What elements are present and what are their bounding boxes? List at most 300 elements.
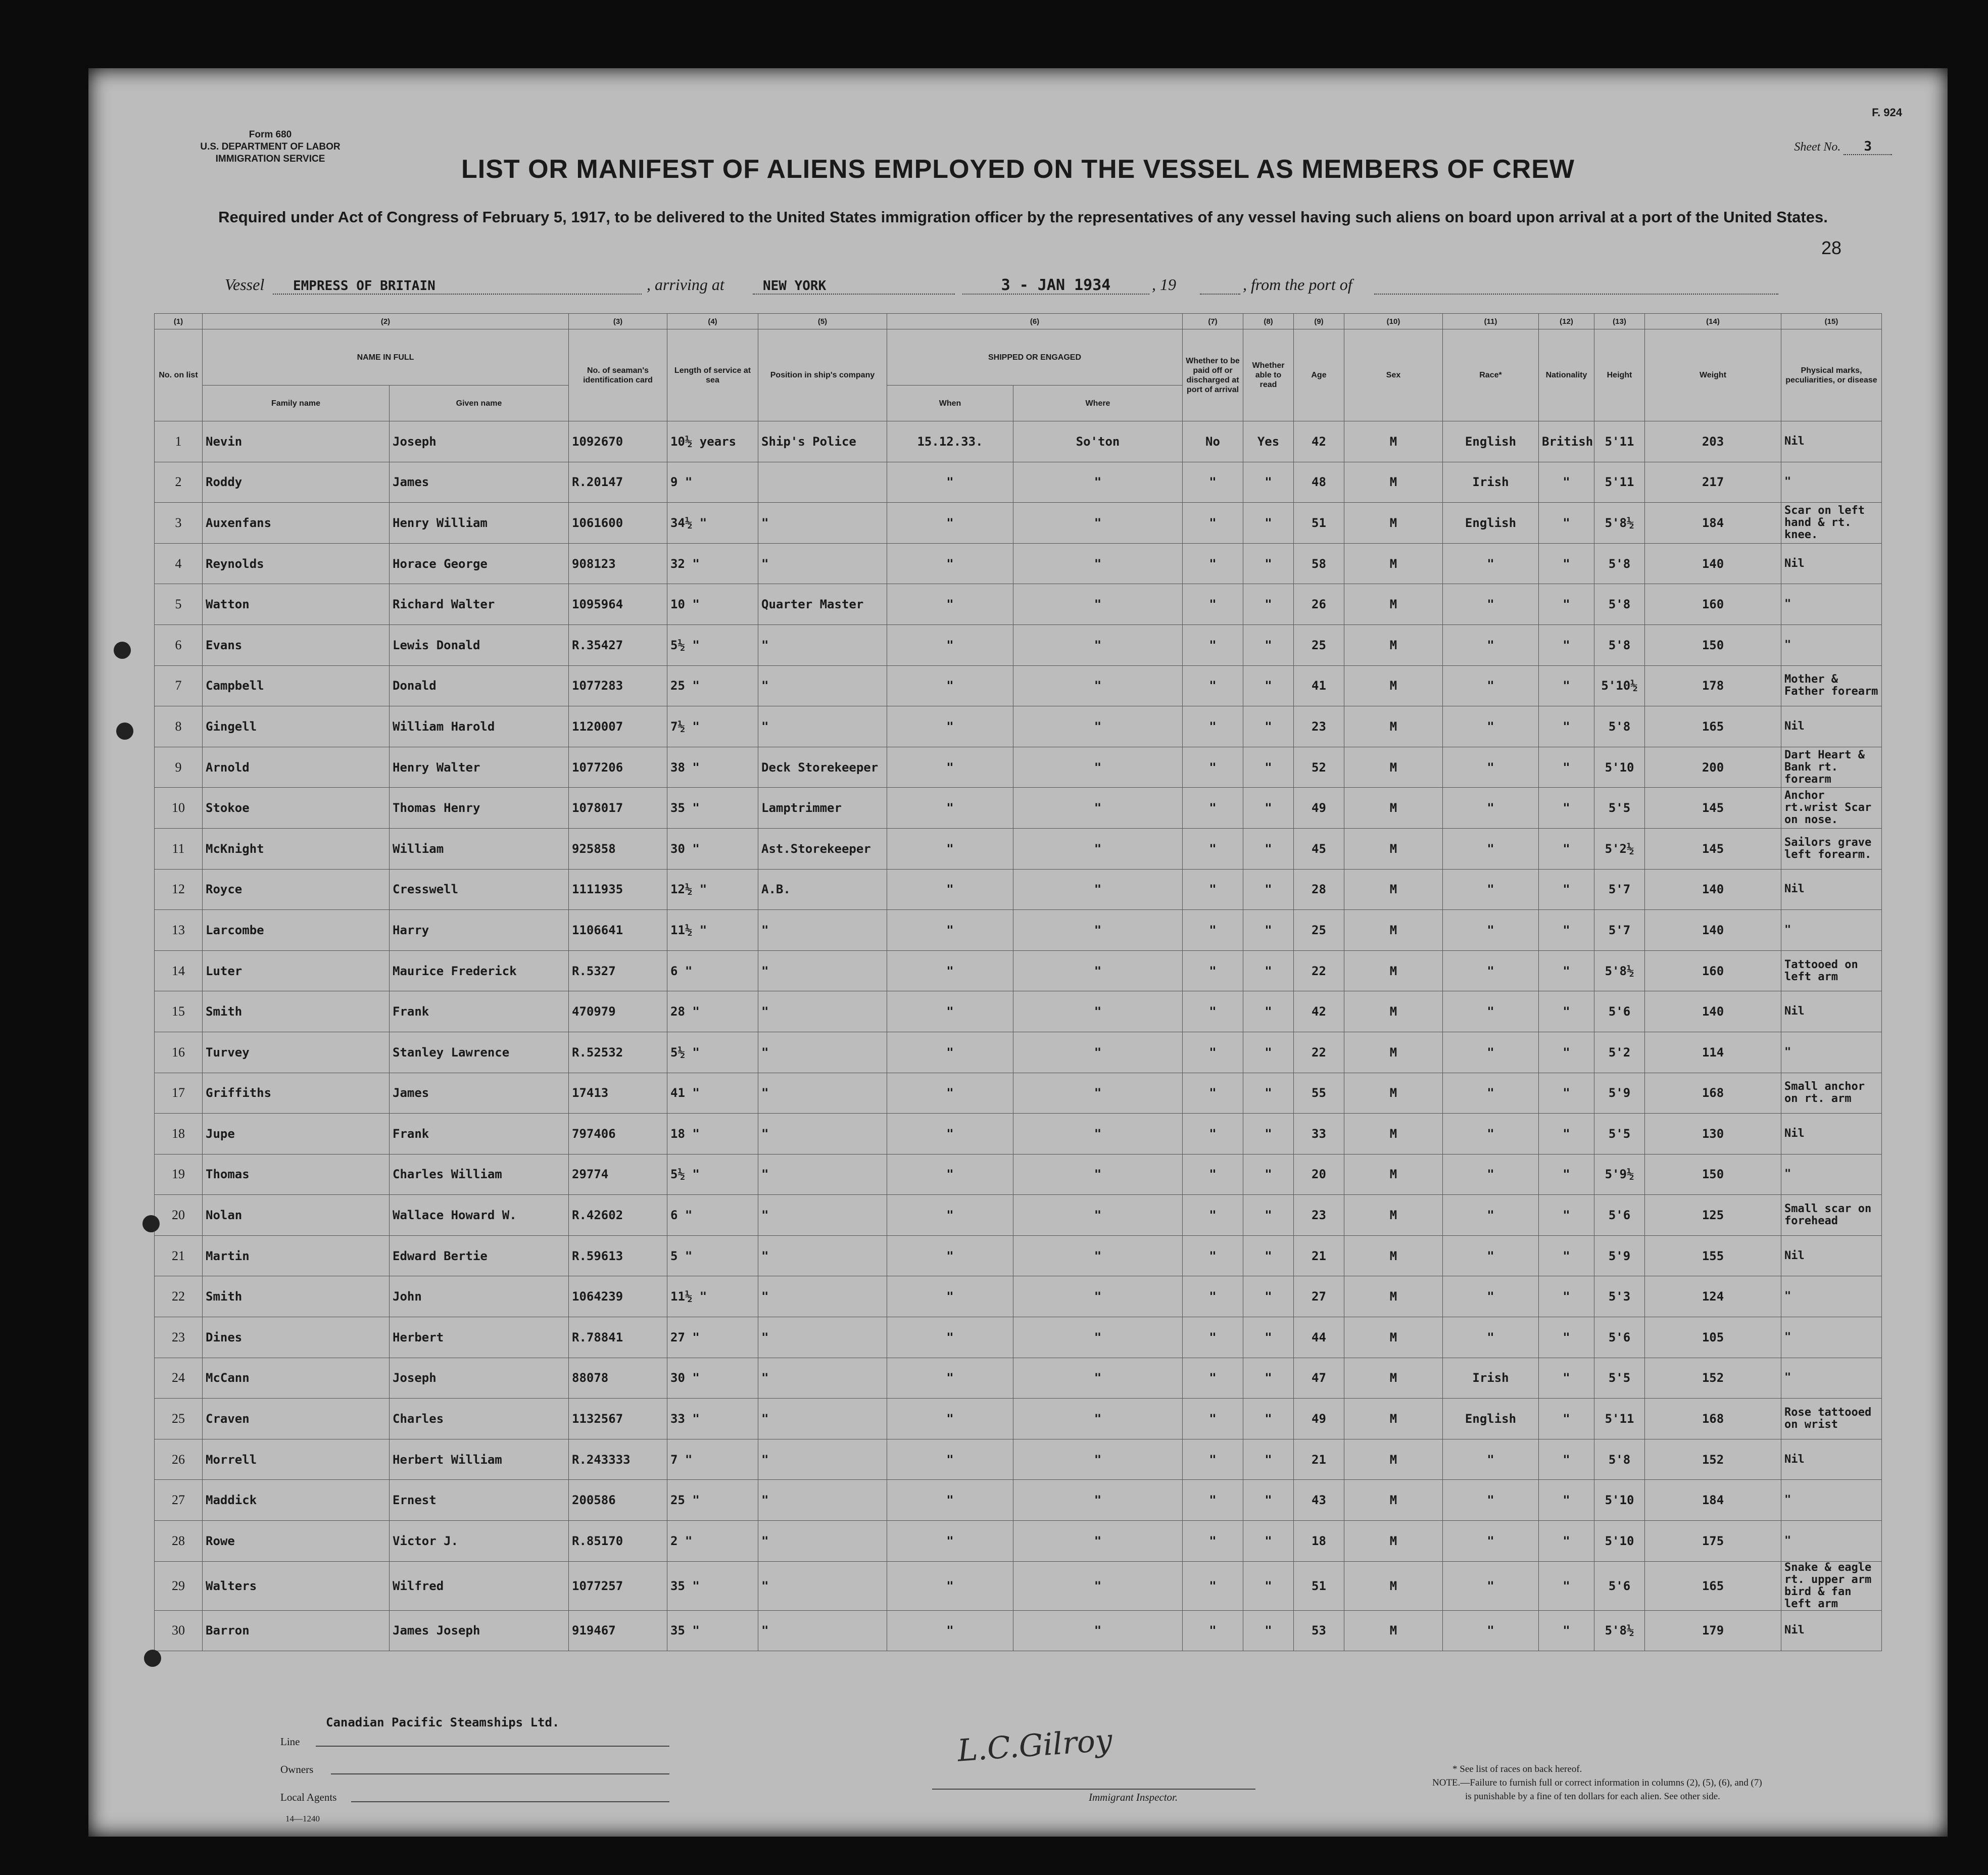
sheet-label: Sheet No.: [1794, 140, 1841, 154]
race-cell: ": [1443, 1561, 1539, 1610]
position-cell: ": [758, 1317, 887, 1358]
paid-off-cell: ": [1183, 1114, 1243, 1155]
row-number-cell: 19: [155, 1154, 203, 1195]
given-name-cell: Ernest: [390, 1480, 569, 1521]
arrival-date: 3 - JAN 1934: [1001, 276, 1111, 294]
physical-marks-cell: Rose tattooed on wrist: [1781, 1399, 1882, 1439]
row-number-cell: 27: [155, 1480, 203, 1521]
crew-manifest-table: [154, 313, 1882, 1651]
shipped-where-cell: ": [1013, 1195, 1183, 1236]
height-cell: 5'2: [1594, 1032, 1645, 1073]
age-cell: 22: [1294, 950, 1344, 991]
given-name-cell: Horace George: [390, 543, 569, 584]
family-name-cell: Arnold: [203, 747, 390, 788]
sex-cell: M: [1344, 869, 1443, 910]
race-cell: Irish: [1443, 462, 1539, 503]
height-cell: 5'10½: [1594, 665, 1645, 706]
able-to-read-cell: ": [1243, 1276, 1294, 1317]
sex-cell: M: [1344, 950, 1443, 991]
able-to-read-cell: ": [1243, 747, 1294, 788]
inspector-signature: L.C.Gilroy: [956, 1722, 1113, 1769]
page-subtitle: Required under Act of Congress of February 5, 1917, to be delivered to the United States immigration officer by the representatives of any vessel having such aliens on board upon arrival at a port of the United States.: [218, 208, 1828, 226]
id-card-number-cell: 1106641: [569, 910, 667, 951]
age-cell: 33: [1294, 1114, 1344, 1155]
nationality-cell: ": [1539, 1235, 1594, 1276]
height-cell: 5'8: [1594, 584, 1645, 625]
family-name-cell: Luter: [203, 950, 390, 991]
fine-note-1: NOTE.—Failure to furnish full or correct information in columns (2), (5), (6), and (7): [1432, 1777, 1762, 1788]
physical-marks-cell: Snake & eagle rt. upper arm bird & fan left arm: [1781, 1561, 1882, 1610]
paid-off-cell: ": [1183, 1154, 1243, 1195]
nationality-cell: ": [1539, 1154, 1594, 1195]
nationality-cell: ": [1539, 828, 1594, 869]
row-number-cell: 29: [155, 1561, 203, 1610]
able-to-read-cell: ": [1243, 1235, 1294, 1276]
col-num-8: (8): [1243, 314, 1294, 329]
weight-cell: 105: [1645, 1317, 1781, 1358]
weight-cell: 200: [1645, 747, 1781, 788]
col-num-13: (13): [1594, 314, 1645, 329]
row-number-cell: 3: [155, 503, 203, 544]
shipped-where-cell: ": [1013, 910, 1183, 951]
position-cell: ": [758, 1154, 887, 1195]
shipped-when-cell: ": [887, 503, 1013, 544]
family-name-cell: Gingell: [203, 706, 390, 747]
sex-cell: M: [1344, 584, 1443, 625]
weight-cell: 178: [1645, 665, 1781, 706]
given-name-cell: Thomas Henry: [390, 788, 569, 829]
position-cell: ": [758, 1561, 887, 1610]
able-to-read-cell: ": [1243, 1399, 1294, 1439]
sex-cell: M: [1344, 1154, 1443, 1195]
height-cell: 5'8: [1594, 543, 1645, 584]
shipped-where-cell: ": [1013, 747, 1183, 788]
shipped-where-cell: ": [1013, 584, 1183, 625]
service-length-cell: 5½ ": [667, 1154, 758, 1195]
weight-cell: 140: [1645, 543, 1781, 584]
given-name-cell: James Joseph: [390, 1610, 569, 1651]
given-name-cell: Cresswell: [390, 869, 569, 910]
row-number-cell: 30: [155, 1610, 203, 1651]
table-row: [155, 828, 1882, 869]
shipped-where-cell: ": [1013, 1399, 1183, 1439]
sex-cell: M: [1344, 1561, 1443, 1610]
position-cell: A.B.: [758, 869, 887, 910]
height-cell: 5'8: [1594, 624, 1645, 665]
row-number-cell: 12: [155, 869, 203, 910]
able-to-read-cell: ": [1243, 1521, 1294, 1562]
nationality-cell: ": [1539, 1521, 1594, 1562]
shipped-where-cell: ": [1013, 1561, 1183, 1610]
table-row: [155, 1358, 1882, 1399]
row-number-cell: 22: [155, 1276, 203, 1317]
height-cell: 5'5: [1594, 1358, 1645, 1399]
id-card-number-cell: 200586: [569, 1480, 667, 1521]
id-card-number-cell: 1061600: [569, 503, 667, 544]
row-number-cell: 6: [155, 624, 203, 665]
id-card-number-cell: 1111935: [569, 869, 667, 910]
physical-marks-cell: ": [1781, 1480, 1882, 1521]
table-row: [155, 421, 1882, 462]
header-name: NAME IN FULL: [203, 329, 569, 386]
table-row: [155, 584, 1882, 625]
weight-cell: 140: [1645, 869, 1781, 910]
height-cell: 5'3: [1594, 1276, 1645, 1317]
able-to-read-cell: ": [1243, 869, 1294, 910]
paid-off-cell: ": [1183, 1235, 1243, 1276]
age-cell: 27: [1294, 1276, 1344, 1317]
shipped-when-cell: ": [887, 1235, 1013, 1276]
height-cell: 5'9: [1594, 1235, 1645, 1276]
header-nationality: Nationality: [1539, 329, 1594, 421]
service-length-cell: 18 ": [667, 1114, 758, 1155]
service-length-cell: 2 ": [667, 1521, 758, 1562]
paid-off-cell: ": [1183, 869, 1243, 910]
position-cell: ": [758, 1480, 887, 1521]
race-cell: ": [1443, 1276, 1539, 1317]
nationality-cell: ": [1539, 706, 1594, 747]
header-id-card: No. of seaman's identification card: [569, 329, 667, 421]
age-cell: 28: [1294, 869, 1344, 910]
id-card-number-cell: 29774: [569, 1154, 667, 1195]
table-row: [155, 1195, 1882, 1236]
manifest-page: [88, 68, 1948, 1837]
family-name-cell: Jupe: [203, 1114, 390, 1155]
row-number-cell: 7: [155, 665, 203, 706]
height-cell: 5'8: [1594, 706, 1645, 747]
race-cell: English: [1443, 421, 1539, 462]
weight-cell: 152: [1645, 1358, 1781, 1399]
shipped-when-cell: ": [887, 1154, 1013, 1195]
shipped-when-cell: 15.12.33.: [887, 421, 1013, 462]
id-card-number-cell: 1077257: [569, 1561, 667, 1610]
position-cell: ": [758, 991, 887, 1032]
age-cell: 18: [1294, 1521, 1344, 1562]
arriving-label: , arriving at: [647, 275, 724, 294]
race-cell: ": [1443, 1317, 1539, 1358]
given-name-cell: James: [390, 1073, 569, 1114]
service-length-cell: 10½ years: [667, 421, 758, 462]
age-cell: 25: [1294, 910, 1344, 951]
able-to-read-cell: ": [1243, 1154, 1294, 1195]
fine-note-2: is punishable by a fine of ten dollars for each alien. See other side.: [1465, 1791, 1720, 1802]
header-given: Given name: [390, 386, 569, 421]
height-cell: 5'6: [1594, 991, 1645, 1032]
service-length-cell: 9 ": [667, 462, 758, 503]
shipped-when-cell: ": [887, 1032, 1013, 1073]
age-cell: 58: [1294, 543, 1344, 584]
paid-off-cell: ": [1183, 462, 1243, 503]
race-cell: ": [1443, 624, 1539, 665]
physical-marks-cell: Nil: [1781, 991, 1882, 1032]
age-cell: 25: [1294, 624, 1344, 665]
id-card-number-cell: R.5327: [569, 950, 667, 991]
height-cell: 5'8½: [1594, 950, 1645, 991]
shipped-when-cell: ": [887, 1561, 1013, 1610]
physical-marks-cell: Anchor rt.wrist Scar on nose.: [1781, 788, 1882, 829]
sex-cell: M: [1344, 1317, 1443, 1358]
nationality-cell: ": [1539, 1195, 1594, 1236]
given-name-cell: Edward Bertie: [390, 1235, 569, 1276]
header-where: Where: [1013, 386, 1183, 421]
shipped-when-cell: ": [887, 828, 1013, 869]
shipped-where-cell: ": [1013, 1610, 1183, 1651]
id-card-number-cell: R.20147: [569, 462, 667, 503]
row-number-cell: 26: [155, 1439, 203, 1480]
service-length-cell: 11½ ": [667, 910, 758, 951]
physical-marks-cell: ": [1781, 584, 1882, 625]
paid-off-cell: ": [1183, 1521, 1243, 1562]
weight-cell: 150: [1645, 624, 1781, 665]
position-cell: ": [758, 1439, 887, 1480]
family-name-cell: Barron: [203, 1610, 390, 1651]
shipped-where-cell: ": [1013, 1276, 1183, 1317]
table-row: [155, 1114, 1882, 1155]
able-to-read-cell: ": [1243, 1317, 1294, 1358]
physical-marks-cell: ": [1781, 624, 1882, 665]
row-number-cell: 20: [155, 1195, 203, 1236]
weight-cell: 160: [1645, 584, 1781, 625]
nationality-cell: ": [1539, 543, 1594, 584]
family-name-cell: Smith: [203, 1276, 390, 1317]
nationality-cell: ": [1539, 1439, 1594, 1480]
paid-off-cell: ": [1183, 1439, 1243, 1480]
table-row: [155, 788, 1882, 829]
physical-marks-cell: Nil: [1781, 1235, 1882, 1276]
sex-cell: M: [1344, 543, 1443, 584]
sex-cell: M: [1344, 1073, 1443, 1114]
punch-hole: [116, 723, 133, 740]
family-name-cell: Auxenfans: [203, 503, 390, 544]
nationality-cell: ": [1539, 869, 1594, 910]
paid-off-cell: ": [1183, 584, 1243, 625]
physical-marks-cell: ": [1781, 1317, 1882, 1358]
table-row: [155, 462, 1882, 503]
shipped-where-cell: ": [1013, 991, 1183, 1032]
given-name-cell: Frank: [390, 1114, 569, 1155]
age-cell: 47: [1294, 1358, 1344, 1399]
physical-marks-cell: Dart Heart & Bank rt. forearm: [1781, 747, 1882, 788]
nationality-cell: ": [1539, 1358, 1594, 1399]
shipped-when-cell: ": [887, 1195, 1013, 1236]
service-length-cell: 35 ": [667, 1561, 758, 1610]
able-to-read-cell: ": [1243, 1610, 1294, 1651]
position-cell: ": [758, 1114, 887, 1155]
row-number-cell: 2: [155, 462, 203, 503]
age-cell: 21: [1294, 1235, 1344, 1276]
race-cell: ": [1443, 1521, 1539, 1562]
shipped-when-cell: ": [887, 869, 1013, 910]
sex-cell: M: [1344, 1195, 1443, 1236]
height-cell: 5'10: [1594, 1521, 1645, 1562]
row-number-cell: 15: [155, 991, 203, 1032]
shipped-when-cell: ": [887, 910, 1013, 951]
position-cell: ": [758, 503, 887, 544]
header-service: Length of service at sea: [667, 329, 758, 421]
service-length-cell: 25 ": [667, 1480, 758, 1521]
id-card-number-cell: R.35427: [569, 624, 667, 665]
row-number-cell: 10: [155, 788, 203, 829]
page-title: LIST OR MANIFEST OF ALIENS EMPLOYED ON THE VESSEL AS MEMBERS OF CREW: [461, 155, 1575, 184]
shipped-when-cell: ": [887, 1276, 1013, 1317]
col-num-15: (15): [1781, 314, 1882, 329]
physical-marks-cell: Nil: [1781, 1114, 1882, 1155]
physical-marks-cell: Nil: [1781, 543, 1882, 584]
owners-rule: [331, 1773, 669, 1774]
able-to-read-cell: ": [1243, 1195, 1294, 1236]
family-name-cell: Reynolds: [203, 543, 390, 584]
id-card-number-cell: 1077283: [569, 665, 667, 706]
row-number-cell: 23: [155, 1317, 203, 1358]
col-num-9: (9): [1294, 314, 1344, 329]
f-number: F. 924: [1872, 106, 1902, 119]
paid-off-cell: ": [1183, 1610, 1243, 1651]
service-length-cell: 25 ": [667, 665, 758, 706]
shipped-where-cell: ": [1013, 706, 1183, 747]
service-length-cell: 28 ": [667, 991, 758, 1032]
family-name-cell: Martin: [203, 1235, 390, 1276]
height-cell: 5'10: [1594, 1480, 1645, 1521]
weight-cell: 140: [1645, 910, 1781, 951]
paid-off-cell: ": [1183, 1276, 1243, 1317]
agents-rule: [351, 1801, 669, 1802]
paid-off-cell: ": [1183, 543, 1243, 584]
row-number-cell: 13: [155, 910, 203, 951]
line-rule: [316, 1746, 669, 1747]
family-name-cell: Griffiths: [203, 1073, 390, 1114]
service-length-cell: 38 ": [667, 747, 758, 788]
nationality-cell: ": [1539, 1317, 1594, 1358]
sex-cell: M: [1344, 624, 1443, 665]
paid-off-cell: ": [1183, 1399, 1243, 1439]
position-cell: ": [758, 665, 887, 706]
table-row: [155, 950, 1882, 991]
family-name-cell: Maddick: [203, 1480, 390, 1521]
able-to-read-cell: ": [1243, 1114, 1294, 1155]
nationality-cell: ": [1539, 950, 1594, 991]
header-marks: Physical marks, peculiarities, or disease: [1781, 329, 1882, 421]
column-number-row: [155, 314, 1882, 329]
row-number-cell: 21: [155, 1235, 203, 1276]
physical-marks-cell: Scar on left hand & rt. knee.: [1781, 503, 1882, 544]
table-row: [155, 1561, 1882, 1610]
from-port-label: , from the port of: [1243, 275, 1352, 294]
col-num-5: (5): [758, 314, 887, 329]
table-row: [155, 1073, 1882, 1114]
age-cell: 52: [1294, 747, 1344, 788]
id-card-number-cell: 1077206: [569, 747, 667, 788]
race-cell: ": [1443, 706, 1539, 747]
id-card-number-cell: 88078: [569, 1358, 667, 1399]
service-length-cell: 35 ": [667, 1610, 758, 1651]
race-cell: ": [1443, 543, 1539, 584]
weight-cell: 125: [1645, 1195, 1781, 1236]
year-label: , 19: [1152, 275, 1176, 294]
table-row: [155, 747, 1882, 788]
id-card-number-cell: 1064239: [569, 1276, 667, 1317]
sex-cell: M: [1344, 1521, 1443, 1562]
shipped-where-cell: ": [1013, 788, 1183, 829]
shipped-when-cell: ": [887, 747, 1013, 788]
physical-marks-cell: ": [1781, 1358, 1882, 1399]
shipped-where-cell: ": [1013, 950, 1183, 991]
family-name-cell: Dines: [203, 1317, 390, 1358]
id-card-number-cell: 17413: [569, 1073, 667, 1114]
sex-cell: M: [1344, 421, 1443, 462]
weight-cell: 114: [1645, 1032, 1781, 1073]
shipped-when-cell: ": [887, 1480, 1013, 1521]
weight-cell: 184: [1645, 1480, 1781, 1521]
paid-off-cell: ": [1183, 1195, 1243, 1236]
age-cell: 53: [1294, 1610, 1344, 1651]
family-name-cell: Thomas: [203, 1154, 390, 1195]
sheet-number: [1794, 139, 1892, 154]
shipped-where-cell: ": [1013, 462, 1183, 503]
id-card-number-cell: 470979: [569, 991, 667, 1032]
given-name-cell: Henry Walter: [390, 747, 569, 788]
id-card-number-cell: R.243333: [569, 1439, 667, 1480]
age-cell: 23: [1294, 706, 1344, 747]
id-card-number-cell: R.52532: [569, 1032, 667, 1073]
punch-hole: [144, 1650, 161, 1667]
form-number: Form 680: [249, 129, 292, 140]
shipped-when-cell: ": [887, 462, 1013, 503]
arrival-port: NEW YORK: [763, 278, 827, 294]
paid-off-cell: ": [1183, 1317, 1243, 1358]
physical-marks-cell: ": [1781, 1276, 1882, 1317]
age-cell: 22: [1294, 1032, 1344, 1073]
shipped-when-cell: ": [887, 543, 1013, 584]
nationality-cell: ": [1539, 1610, 1594, 1651]
handwritten-page-number: 28: [1821, 237, 1841, 258]
table-row: [155, 991, 1882, 1032]
sex-cell: M: [1344, 1480, 1443, 1521]
physical-marks-cell: ": [1781, 1521, 1882, 1562]
height-cell: 5'6: [1594, 1317, 1645, 1358]
table-row: [155, 1235, 1882, 1276]
physical-marks-cell: Nil: [1781, 869, 1882, 910]
race-cell: ": [1443, 1032, 1539, 1073]
nationality-cell: ": [1539, 1399, 1594, 1439]
given-name-cell: Herbert: [390, 1317, 569, 1358]
id-card-number-cell: 797406: [569, 1114, 667, 1155]
given-name-cell: Lewis Donald: [390, 624, 569, 665]
header-age: Age: [1294, 329, 1344, 421]
weight-cell: 145: [1645, 828, 1781, 869]
service-length-cell: 5½ ": [667, 624, 758, 665]
shipped-where-cell: ": [1013, 1480, 1183, 1521]
shipped-when-cell: ": [887, 1399, 1013, 1439]
shipped-where-cell: ": [1013, 1358, 1183, 1399]
col-num-1: (1): [155, 314, 203, 329]
sex-cell: M: [1344, 1399, 1443, 1439]
sex-cell: M: [1344, 910, 1443, 951]
weight-cell: 165: [1645, 1561, 1781, 1610]
shipped-when-cell: ": [887, 706, 1013, 747]
position-cell: Quarter Master: [758, 584, 887, 625]
age-cell: 55: [1294, 1073, 1344, 1114]
id-card-number-cell: R.42602: [569, 1195, 667, 1236]
form-code: 14—1240: [285, 1814, 320, 1823]
shipped-where-cell: ": [1013, 1073, 1183, 1114]
table-row: [155, 910, 1882, 951]
sex-cell: M: [1344, 706, 1443, 747]
physical-marks-cell: Sailors grave left forearm.: [1781, 828, 1882, 869]
position-cell: ": [758, 1073, 887, 1114]
height-cell: 5'11: [1594, 462, 1645, 503]
paid-off-cell: ": [1183, 950, 1243, 991]
race-cell: ": [1443, 869, 1539, 910]
